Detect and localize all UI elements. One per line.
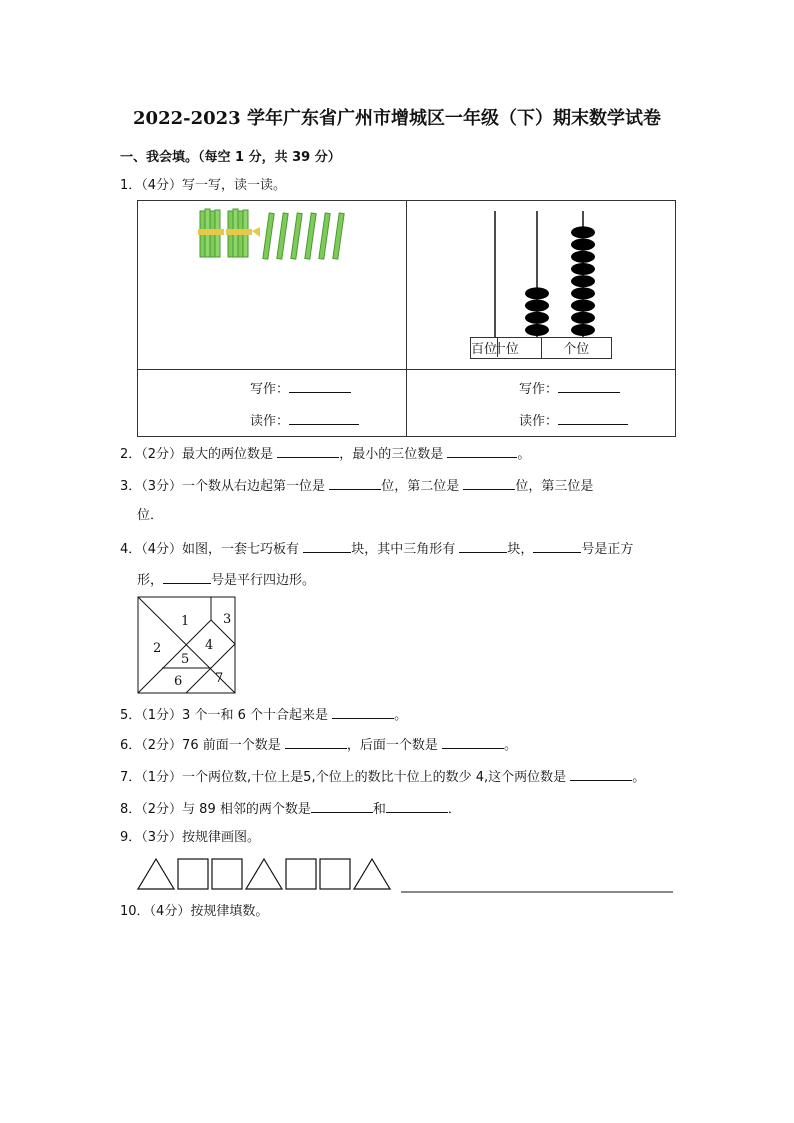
triangle-icon <box>354 859 390 889</box>
ones-label: 个位 <box>563 342 590 357</box>
question-7: 7．（1分）一个两位数,十位上是5,个位上的数比十位上的数少 4,这个两位数是 。 <box>120 766 645 788</box>
answer-blank[interactable] <box>386 798 448 813</box>
pattern-row <box>137 857 677 893</box>
answer-blank[interactable] <box>447 443 517 458</box>
read-blank[interactable] <box>289 410 359 425</box>
answer-blank[interactable] <box>285 734 347 749</box>
answer-blank[interactable] <box>442 734 504 749</box>
answer-blank[interactable] <box>303 538 351 553</box>
abacus-bead <box>571 324 595 336</box>
stick-bundle-icon <box>198 209 224 257</box>
question-3-cont: 位． <box>137 508 164 523</box>
abacus-bead <box>525 324 549 336</box>
tangram-label-2: 2 <box>153 641 162 656</box>
abacus-bead <box>571 300 595 312</box>
abacus-bead <box>571 226 595 238</box>
section-heading: 一、我会填。（每空 1 分，共 39 分） <box>120 150 341 165</box>
abacus-bead <box>525 287 549 299</box>
answer-blank[interactable] <box>332 704 394 719</box>
answer-blank[interactable] <box>459 538 507 553</box>
sticks-cell <box>138 201 407 370</box>
question-4-cont: 形， 号是平行四边形。 <box>137 569 315 591</box>
abacus-bead <box>571 275 595 287</box>
square-icon <box>320 859 350 889</box>
answer-blank[interactable] <box>277 443 339 458</box>
square-icon <box>286 859 316 889</box>
page-title: 2022-2023 学年广东省广州市增城区一年级（下）期末数学试卷 <box>133 108 661 129</box>
write-blank[interactable] <box>558 378 620 393</box>
square-icon <box>212 859 242 889</box>
read-blank[interactable] <box>558 410 628 425</box>
question-2: 2．（2分）最大的两位数是 ，最小的三位数是 。 <box>120 443 530 465</box>
question-4: 4．（4分）如图，一套七巧板有 块，其中三角形有 块， 号是正方 <box>120 538 633 560</box>
sticks-answer-cell <box>138 370 407 437</box>
tens-label: 十位 <box>471 338 542 358</box>
answer-blank[interactable] <box>570 766 632 781</box>
single-stick-icon <box>263 213 274 259</box>
abacus-bead <box>571 239 595 251</box>
abacus-bead <box>525 312 549 324</box>
question-9: 9．（3分）按规律画图。 <box>120 830 261 845</box>
sticks-illustration <box>138 201 406 369</box>
tangram-label-5: 5 <box>181 652 190 667</box>
abacus-base <box>470 337 612 359</box>
read-row: 读作： <box>519 410 628 429</box>
q1-table <box>137 200 676 437</box>
abacus-bead <box>525 300 549 312</box>
hundreds-label: 百位 <box>471 338 498 357</box>
abacus-bead <box>571 312 595 324</box>
answer-blank[interactable] <box>329 475 381 490</box>
tangram-label-6: 6 <box>174 674 183 689</box>
single-stick-icon <box>333 213 344 259</box>
abacus-bead <box>571 287 595 299</box>
abacus-answer-cell <box>407 370 676 437</box>
question-6: 6．（2分）76 前面一个数是 ，后面一个数是 。 <box>120 734 517 756</box>
answer-blank[interactable] <box>163 569 211 584</box>
write-row: 写作： <box>250 378 351 397</box>
tangram-label-3: 3 <box>223 612 232 627</box>
tangram-label-1: 1 <box>181 614 190 629</box>
question-10: 10．（4分）按规律填数。 <box>120 904 269 919</box>
abacus-bead <box>571 251 595 263</box>
question-3: 3．（3分）一个数从右边起第一位是 位，第二位是 位，第三位是 <box>120 475 593 497</box>
read-row: 读作： <box>250 410 359 429</box>
tangram-figure <box>137 596 237 694</box>
tangram-label-4: 4 <box>205 638 214 653</box>
abacus-cell <box>407 201 676 370</box>
write-row: 写作： <box>519 378 620 397</box>
stick-bundle-icon <box>226 209 260 257</box>
abacus-bead <box>571 263 595 275</box>
single-stick-icon <box>277 213 288 259</box>
answer-blank[interactable] <box>311 798 373 813</box>
answer-blank[interactable] <box>463 475 515 490</box>
question-1: 1．（4分）写一写，读一读。 <box>120 178 287 193</box>
square-icon <box>178 859 208 889</box>
write-blank[interactable] <box>289 378 351 393</box>
single-stick-icon <box>319 213 330 259</box>
single-stick-icon <box>305 213 316 259</box>
answer-blank[interactable] <box>533 538 581 553</box>
tangram-label-7: 7 <box>215 671 224 686</box>
question-8: 8．（2分）与 89 相邻的两个数是 和 ． <box>120 798 461 820</box>
triangle-icon <box>138 859 174 889</box>
triangle-icon <box>246 859 282 889</box>
question-5: 5．（1分）3 个一和 6 个十合起来是 。 <box>120 704 407 726</box>
single-stick-icon <box>291 213 302 259</box>
